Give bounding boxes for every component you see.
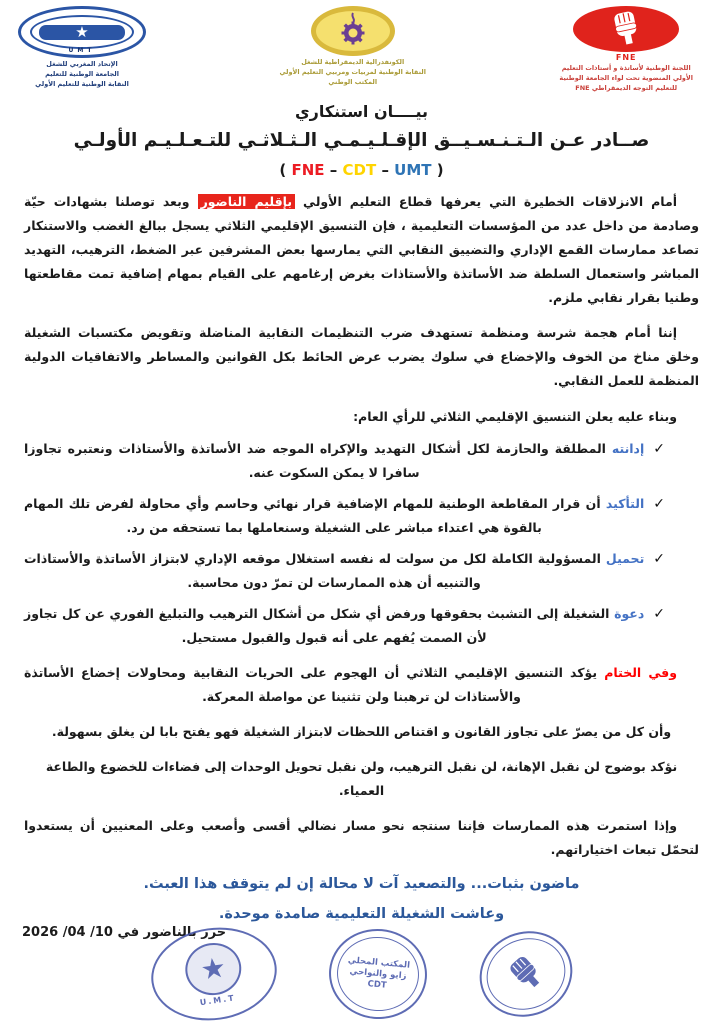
checkmark-icon: ✓ xyxy=(653,551,665,567)
umt-sub-line: الإتحاد المغربي للشغل xyxy=(46,60,118,68)
bullet-body: أن قرار المقاطعة الوطنية للمهام الإضافية قرار نهائي وحاسم وأي محاولة لفرض تلك المهام بالقوة هي اعتداء مباشر على الشغيلة وسنعاملها بما تستحقه من رد. xyxy=(24,496,606,535)
umt-stamp xyxy=(145,920,283,1024)
bullet-text xyxy=(24,492,644,540)
slogan-line: ماضون بثبات... والتصعيد آت لا محالة إن لم يتوقف هذا العبث. xyxy=(143,876,580,892)
fne-stamp xyxy=(466,917,585,1024)
paragraph-law: وأن كل من يصرّ على تجاوز القانون و اقتناص اللحظات لابتزاز الشغيلة فهو يفتح بابا لن يغلق بسهولة. xyxy=(51,724,672,739)
announce-line: وبناء عليه يعلن التنسيق الإقليمي الثلاثي للرأي العام: xyxy=(353,409,677,424)
orgs-dash: – xyxy=(381,161,389,179)
highlighted-region-name: بإقليم الناضور xyxy=(198,194,295,209)
fne-stamp-inner xyxy=(475,927,575,1022)
orgs-cdt: CDT xyxy=(342,161,377,179)
orgs-umt: UMT xyxy=(394,161,432,179)
statement-kicker: بيــــان استنكاري xyxy=(294,102,429,121)
orgs-dash: – xyxy=(329,161,338,179)
fne-logo xyxy=(573,6,679,52)
conclusion-lead: وفي الختام xyxy=(604,665,677,680)
cdt-sub-line: الكونفدرالية الديمقراطية للشغل xyxy=(301,58,405,66)
checkmark-icon: ✓ xyxy=(653,606,665,622)
cdt-stamp-line: زايو والنواحي xyxy=(348,966,407,981)
checkmark-icon: ✓ xyxy=(653,496,665,512)
umt-logo-inner xyxy=(30,15,134,49)
conclusion-body: يؤكد التنسيق الإقليمي الثلاثي أن الهجوم على الحريات النقابية ومحاولات إخضاع الأساتذة والأستاذات لن ترهبنا ولن تثنينا عن مواصلة المعركة. xyxy=(24,665,605,704)
umt-sub-line: النقابة الوطنية للتعليم الأولي xyxy=(35,80,129,88)
orgs-fne: FNE xyxy=(291,161,325,179)
fne-sub-line: للتعليم التوجه الديمقراطي FNE xyxy=(575,84,678,92)
fne-sub-line: اللجنة الوطنية لأساتذة و أستاذات التعليم xyxy=(561,64,691,72)
star-icon: ★ xyxy=(75,22,89,41)
cdt-sub-line: المكتب الوطني xyxy=(328,78,378,86)
star-icon: ★ xyxy=(198,950,228,987)
paragraph-intro xyxy=(24,190,699,310)
checkmark-icon: ✓ xyxy=(653,441,665,457)
umt-stamp-label: U.M.T xyxy=(198,993,236,1008)
bullet-body: الشغيلة إلى التشبث بحقوقها ورفض أي شكل من أشكال الترهيب والتبليغ الفوري عن كل تجاوز لأن الصمت يُفهم على أنه قبول والقبول مستحيل. xyxy=(24,606,615,645)
list-item xyxy=(24,492,699,540)
gear-icon xyxy=(338,12,368,50)
umt-band xyxy=(39,22,125,41)
cdt-logo-block xyxy=(279,4,425,86)
list-item xyxy=(24,437,699,485)
fist-icon xyxy=(504,950,547,998)
cdt-stamp-inner xyxy=(333,934,421,1015)
umt-stamp-core xyxy=(181,939,244,998)
paragraph-warning: وإذا استمرت هذه الممارسات فإننا سنتجه نحو مسار نضالي أقسى وأصعب وعلى المعنيين أن يستعدوا لتحمّل تبعات اختياراتهم. xyxy=(24,818,699,857)
paragraph-refuse: نؤكد بوضوح لن نقبل الإهانة، لن نقبل الترهيب، ولن نقبل تحويل الوحدات إلى فضاءات للخضوع والطاعة العمياء. xyxy=(45,759,678,798)
umt-logo xyxy=(18,6,146,58)
cdt-stamp-line: CDT xyxy=(366,978,387,991)
list-item xyxy=(24,547,699,595)
cdt-stamp-line: المكتب المحلي xyxy=(347,954,410,971)
umt-sub-line: الجامعة الوطنية للتعليم xyxy=(45,70,119,78)
fne-logo-block xyxy=(559,4,693,92)
logos-header xyxy=(0,0,723,92)
bullet-lead: تحميل xyxy=(605,551,645,566)
umt-logo-block xyxy=(18,4,146,88)
slogan-line: وعاشت الشغيلة التعليمية صامدة موحدة. xyxy=(218,906,505,922)
cdt-stamp xyxy=(325,925,430,1023)
page-title: صــادر عـن الـتـنـسـيــق الإقـلـيـمـي الـثـلاثـي للتـعـلـيـم الأولـي xyxy=(73,130,650,151)
orgs-open-paren: ( xyxy=(279,161,287,179)
orgs-close-paren: ) xyxy=(436,161,444,179)
bullet-text xyxy=(24,602,644,650)
fist-icon xyxy=(610,9,642,49)
paragraph-attack: إننا أمام هجمة شرسة ومنظمة تستهدف ضرب التنظيمات النقابية المناضلة وتقويض مكتسبات الشغيلة وخلق مناخ من الخوف والإخضاع في سلوك يضرب عرض الحائط بكل القوانين والمساطر والاتفاقيات الدولية المنظمة للعمل النقابي. xyxy=(24,325,699,388)
bullet-list xyxy=(24,437,699,650)
bullet-text xyxy=(24,547,644,595)
bullet-lead: التأكيد xyxy=(605,496,645,511)
bullet-lead: إدانته xyxy=(611,441,645,456)
bullet-body: المطلقة والحازمة لكل أشكال التهديد والإكراه الموجه ضد الأساتذة والأستاذات ونعتبره تجاوزا سافرا لا يمكن السكوت عنه. xyxy=(24,441,612,480)
cdt-logo xyxy=(311,6,395,56)
list-item xyxy=(24,602,699,650)
date-line: حرر بالناضور في 10/ 04/ 2026 xyxy=(22,925,227,940)
bullet-text xyxy=(24,437,644,485)
fne-sub-line: الأولي المنضوية تحت لواء الجامعة الوطنية xyxy=(559,74,693,82)
bullet-body: المسؤولية الكاملة لكل من سولت له نفسه استغلال موقعه الإداري لابتزاز الأساتذة والأستاذات والتنبيه أن هذه الممارسات لن تمرّ دون محاسبة. xyxy=(24,551,606,590)
intro-text-after: وبعد توصلنا بشهادات حيّة وصادمة من داخل عدد من المؤسسات التعليمية ، فإن التنسيق الإقليمي الثلاثي يسجل ببالغ الغضب والاستنكار تصاعد ممارسات القمع الإداري والتضييق النقابي التي يمارسها بعض المشرفين عبر الضغط، الترهيب، التهديد المباشر واستعمال السلطة ضد الأساتذة والأستاذات بغرض إرغامهم على القيام بمهام إضافية تمت مقاطعتها وطنيا بقرار نقابي ملزم. xyxy=(24,194,699,305)
intro-text-before: أمام الانزلاقات الخطيرة التي يعرفها قطاع التعليم الأولي xyxy=(295,194,677,209)
fne-logo-label: FNE xyxy=(615,53,637,62)
umt-logo-letters: UMT xyxy=(68,47,96,54)
bullet-lead: دعوة xyxy=(614,606,645,621)
stamps-row xyxy=(0,928,723,1020)
paragraph-conclusion xyxy=(24,661,699,709)
orgs-line xyxy=(24,161,699,179)
cdt-sub-line: النقابة الوطنية لمربيات ومربيي التعليم الأولي xyxy=(279,68,426,76)
